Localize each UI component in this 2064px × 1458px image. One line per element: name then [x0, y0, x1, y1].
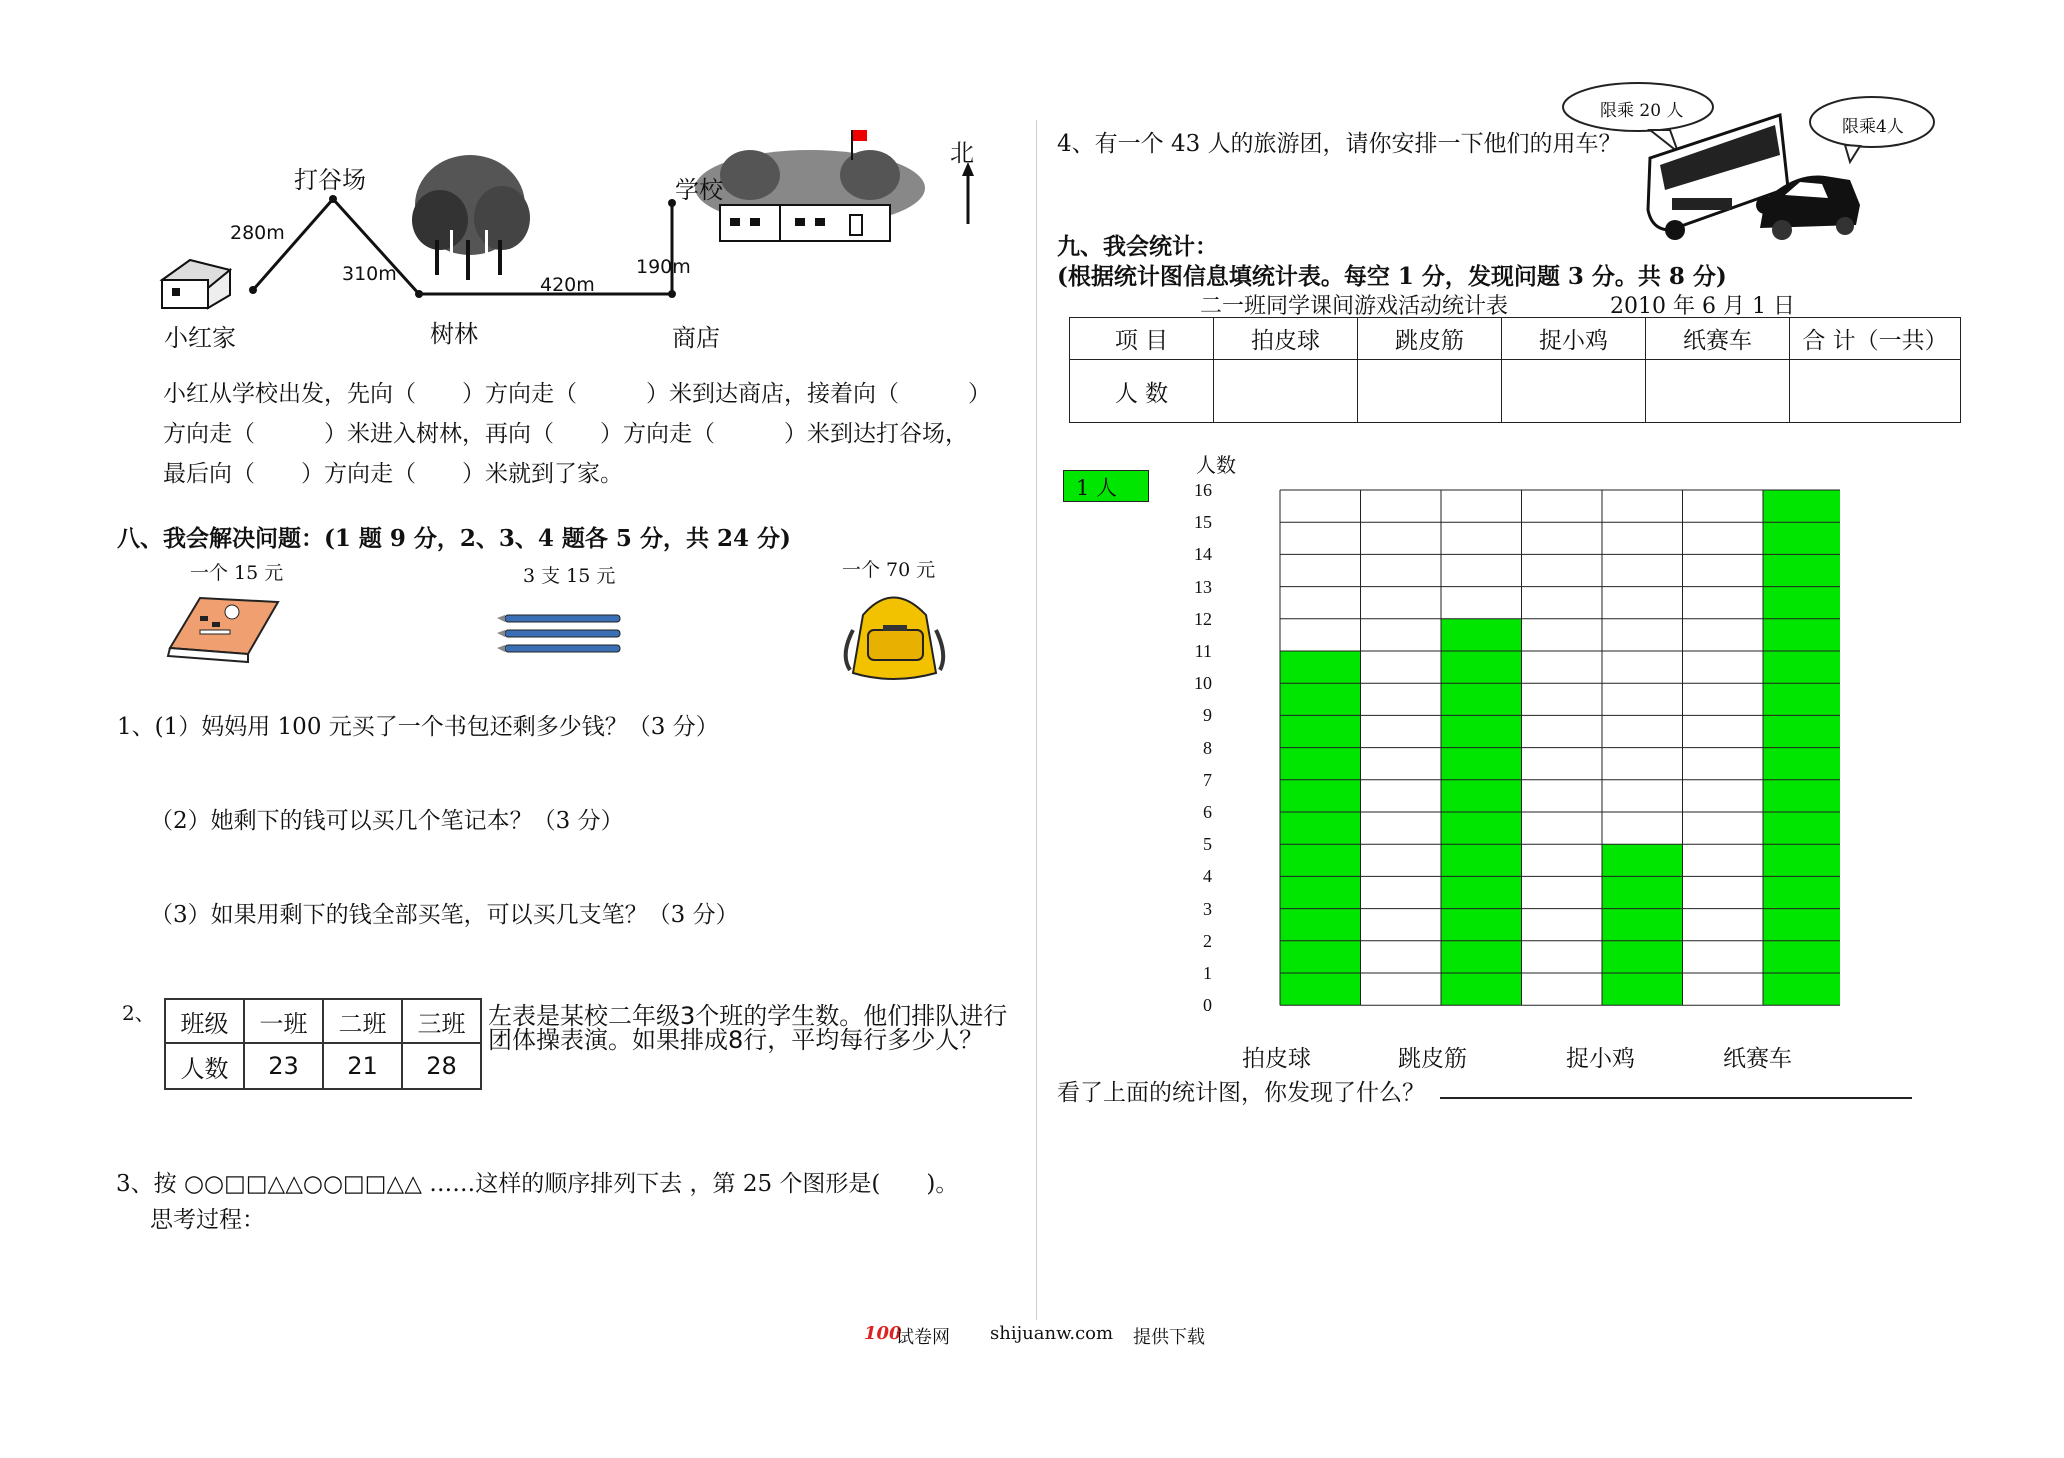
- distance-420: 420m: [540, 274, 595, 296]
- y-tick-label: 2: [1203, 930, 1212, 951]
- bar-1: [1280, 651, 1361, 1005]
- y-tick-label: 10: [1194, 673, 1212, 694]
- y-tick-label: 12: [1194, 608, 1212, 629]
- school-icon: [695, 130, 925, 241]
- y-tick-label: 0: [1203, 995, 1212, 1016]
- footer-logo: 100: [864, 1323, 902, 1344]
- y-tick-label: 5: [1203, 834, 1212, 855]
- trees-icon: [412, 155, 530, 280]
- class-header: 二班: [323, 999, 402, 1043]
- stats-header: 项 目: [1070, 318, 1214, 360]
- x-tick-label: 纸赛车: [1723, 1046, 1792, 1072]
- route-question-line1: 小红从学校出发，先向（ ）方向走（ ）米到达商店，接着向（ ）: [163, 381, 991, 407]
- page-divider: [1036, 120, 1037, 1320]
- y-tick-label: 9: [1203, 705, 1212, 726]
- x-tick-label: 拍皮球: [1242, 1046, 1311, 1072]
- stats-header: 纸赛车: [1646, 318, 1790, 360]
- y-tick-label: 16: [1194, 480, 1212, 500]
- stats-blank-cell[interactable]: [1214, 360, 1358, 423]
- stats-header: 拍皮球: [1214, 318, 1358, 360]
- y-tick-label: 14: [1194, 544, 1212, 565]
- y-ticks: [1182, 0, 1212, 1050]
- route-map: [150, 130, 1000, 360]
- notebook-icon: [160, 590, 290, 670]
- footer-domain[interactable]: shijuanw.com: [990, 1323, 1114, 1344]
- stats-blank-cell[interactable]: [1646, 360, 1790, 423]
- distance-310: 310m: [342, 263, 397, 285]
- label-shop: 商店: [672, 324, 720, 352]
- footer-note: 提供下载: [1133, 1327, 1205, 1348]
- stats-header: 跳皮筋: [1358, 318, 1502, 360]
- q2-text-line2: 团体操表演。如果排成8行，平均每行多少人？: [488, 1026, 984, 1054]
- y-axis-label: 人数: [1196, 453, 1236, 477]
- route-question-line2: 方向走（ ）米进入树林，再向（ ）方向走（ ）米到达打谷场，: [163, 421, 968, 447]
- bubble-car: 限乘4人: [1842, 117, 1904, 137]
- legend-box: [1063, 470, 1149, 502]
- label-north: 北: [950, 139, 974, 167]
- y-tick-label: 15: [1194, 512, 1212, 533]
- label-threshing: 打谷场: [294, 166, 366, 194]
- y-tick-label: 6: [1203, 802, 1212, 822]
- q4-text: 4、有一个 43 人的旅游团，请你安排一下他们的用车？: [1057, 131, 1622, 157]
- bubble-bus: 限乘 20 人: [1600, 101, 1684, 121]
- stats-table-title: 二一班同学课间游戏活动统计表: [1200, 294, 1509, 319]
- pens-icon: [497, 610, 632, 660]
- answer-line[interactable]: [1440, 1097, 1912, 1099]
- north-arrow-icon: [962, 162, 974, 224]
- legend-label: 1 人: [1076, 476, 1118, 500]
- bar-chart: [1270, 480, 1840, 1020]
- price-pens: 3 支 15 元: [523, 565, 616, 587]
- q1-part3: （3）如果用剩下的钱全部买笔，可以买几支笔？（3 分）: [150, 902, 739, 928]
- backpack-icon: [838, 585, 953, 685]
- stats-table-date: 2010 年 6 月 1 日: [1610, 294, 1795, 319]
- footer-site-name: 试卷网: [896, 1327, 950, 1348]
- y-tick-label: 3: [1203, 898, 1212, 919]
- y-tick-label: 8: [1203, 737, 1212, 758]
- house-icon: [162, 260, 230, 308]
- q2-number: 2、: [122, 1001, 155, 1025]
- class-header: 班级: [165, 999, 244, 1043]
- q3-line2: 思考过程：: [150, 1207, 265, 1233]
- x-tick-label: 捉小鸡: [1566, 1046, 1635, 1072]
- stats-row-label: 人 数: [1070, 360, 1214, 423]
- class-row-label: 人数: [165, 1043, 244, 1089]
- section9-question: 看了上面的统计图，你发现了什么？: [1057, 1080, 1425, 1106]
- class-value: 23: [244, 1043, 323, 1089]
- price-notebook: 一个 15 元: [190, 562, 284, 584]
- stats-blank-cell[interactable]: [1790, 360, 1961, 423]
- x-tick-label: 跳皮筋: [1398, 1046, 1467, 1072]
- q3-line1: 3、按 ○○□□△△○○□□△△ ……这样的顺序排列下去 ，第 25 个图形是( )。: [116, 1171, 959, 1197]
- label-woods: 树林: [430, 320, 478, 348]
- class-value: 21: [323, 1043, 402, 1089]
- stats-blank-cell[interactable]: [1358, 360, 1502, 423]
- y-tick-label: 11: [1194, 641, 1212, 661]
- y-tick-label: 1: [1203, 963, 1212, 983]
- bar-3: [1602, 844, 1683, 1005]
- distance-190: 190m: [636, 256, 691, 278]
- class-header: 三班: [402, 999, 481, 1043]
- y-tick-label: 4: [1203, 866, 1212, 887]
- stats-header: 捉小鸡: [1502, 318, 1646, 360]
- class-value: 28: [402, 1043, 481, 1089]
- q1-part1: 1、(1）妈妈用 100 元买了一个书包还剩多少钱？（3 分）: [117, 714, 719, 740]
- price-bag: 一个 70 元: [842, 559, 936, 581]
- q1-part2: （2）她剩下的钱可以买几个笔记本？（3 分）: [150, 808, 624, 834]
- stats-blank-cell[interactable]: [1502, 360, 1646, 423]
- stats-header: 合 计（一共）: [1790, 318, 1961, 360]
- route-question-line3: 最后向（ ）方向走（ ）米就到了家。: [163, 461, 623, 487]
- q2-text-line1: 左表是某校二年级3个班的学生数。他们排队进行: [488, 1002, 1008, 1030]
- class-header: 一班: [244, 999, 323, 1043]
- distance-280: 280m: [230, 222, 285, 244]
- y-tick-label: 7: [1203, 769, 1212, 790]
- section9-subtitle: (根据统计图信息填统计表。每空 1 分，发现问题 3 分。共 8 分): [1057, 263, 1727, 290]
- section8-title: 八、我会解决问题：(1 题 9 分，2、3、4 题各 5 分，共 24 分): [117, 525, 791, 552]
- label-home: 小红家: [164, 324, 236, 352]
- section9-title: 九、我会统计：: [1057, 233, 1218, 260]
- class-table: [164, 998, 482, 1090]
- label-school: 学校: [675, 176, 723, 204]
- y-tick-label: 13: [1194, 576, 1212, 597]
